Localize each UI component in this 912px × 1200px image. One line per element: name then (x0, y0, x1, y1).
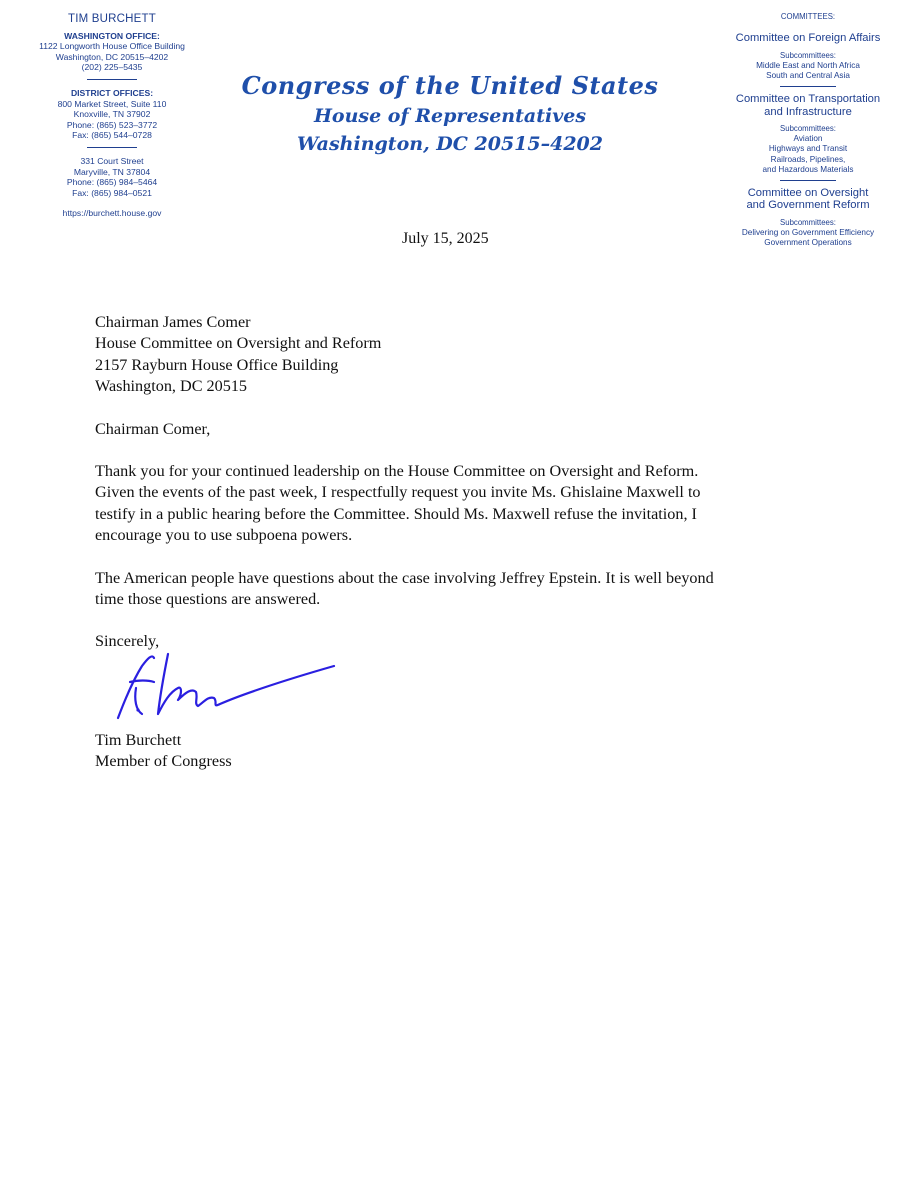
subcommittee-item: Railroads, Pipelines, (770, 154, 846, 164)
house-address: Washington, DC 20515–4202 (296, 133, 603, 155)
handwritten-signature (108, 644, 348, 726)
divider (87, 147, 137, 148)
committee-transportation (710, 93, 906, 175)
divider (87, 79, 137, 80)
district-office1-fax: Fax: (865) 544–0728 (72, 130, 152, 141)
congress-title: Congress of the United States (241, 71, 659, 100)
letterhead-center (240, 70, 660, 158)
subcommittee-item: and Hazardous Materials (762, 164, 854, 174)
recipient-line: Washington, DC 20515 (95, 377, 248, 396)
committee-name-line2: and Infrastructure (764, 105, 852, 118)
letterhead-right-column (710, 12, 906, 250)
district-office2-fax: Fax: (865) 984–0521 (72, 187, 152, 198)
subcommittees-label: Subcommittees: (780, 124, 836, 134)
subcommittee-item: South and Central Asia (766, 71, 850, 81)
signature-dot (136, 708, 139, 711)
paragraph-line: Thank you for your continued leadership on the House Committee on Oversight and Reform. (95, 462, 699, 481)
subcommittee-item: Middle East and North Africa (756, 60, 860, 70)
recipient-line: Chairman James Comer (95, 313, 251, 331)
district-office2-line1: 331 Court Street (80, 155, 144, 166)
committee-name (710, 93, 906, 118)
letter-body (95, 312, 815, 653)
washington-office-line2: Washington, DC 20515–4202 (55, 51, 169, 62)
committee-name-line1: Committee on Oversight (747, 187, 869, 200)
recipient-line: House Committee on Oversight and Reform (95, 334, 382, 353)
washington-office (22, 31, 202, 73)
committee-name-line1: Committee on Transportation (735, 93, 881, 106)
subcommittee-item: Delivering on Government Efficiency (741, 228, 875, 238)
committee-name-line2: and Government Reform (746, 199, 870, 212)
washington-office-line1: 1122 Longworth House Office Building (39, 41, 185, 52)
paragraph-line: time those questions are answered. (95, 590, 321, 609)
committee-name (710, 187, 906, 212)
letterhead-left-column (22, 14, 202, 219)
committees-caption: COMMITTEES: (780, 12, 836, 21)
divider (780, 180, 836, 181)
washington-office-phone: (202) 225–5435 (81, 62, 143, 73)
committee-name: Committee on Foreign Affairs (735, 32, 881, 45)
member-name: TIM BURCHETT (67, 13, 156, 25)
letter-date: July 15, 2025 (402, 230, 489, 247)
recipient-line: 2157 Rayburn House Office Building (95, 355, 339, 374)
district-offices-heading: DISTRICT OFFICES: (70, 87, 154, 98)
divider (780, 86, 836, 87)
signer-name: Tim Burchett (95, 731, 182, 749)
washington-office-heading: WASHINGTON OFFICE: (64, 30, 160, 41)
signer-block (95, 730, 232, 773)
subcommittee-item: Aviation (793, 134, 823, 144)
district-office-maryville (22, 156, 202, 198)
paragraph-line: The American people have questions about the case involving Jeffrey Epstein. It is well beyond (95, 568, 714, 587)
district-office1-line1: 800 Market Street, Suite 110 (57, 98, 167, 109)
committee-foreign-affairs (710, 32, 906, 81)
district-office2-phone: Phone: (865) 984–5464 (66, 177, 158, 188)
district-office1-line2: Knoxville, TN 37902 (73, 109, 151, 120)
paragraph-line: Given the events of the past week, I respectfully request you invite Ms. Ghislaine Maxwell to (95, 483, 701, 502)
subcommittees-label: Subcommittees: (780, 50, 836, 60)
subcommittee-item: Government Operations (764, 238, 852, 248)
committee-oversight (710, 187, 906, 248)
district-office2-line2: Maryville, TN 37804 (73, 166, 151, 177)
subcommittee-item: Highways and Transit (768, 144, 848, 154)
closing: Sincerely, (95, 632, 160, 651)
website-link[interactable]: https://burchett.house.gov (62, 208, 162, 219)
house-title: House of Representatives (313, 105, 587, 127)
paragraph-line: encourage you to use subpoena powers. (95, 526, 353, 545)
paragraph-line: testify in a public hearing before the Committee. Should Ms. Maxwell refuse the invitation, I (95, 504, 697, 523)
district-office1-phone: Phone: (865) 523–3772 (66, 119, 158, 130)
signer-title: Member of Congress (95, 752, 232, 771)
district-office-knoxville (22, 88, 202, 141)
salutation: Chairman Comer, (95, 419, 211, 438)
subcommittees-label: Subcommittees: (780, 217, 836, 227)
